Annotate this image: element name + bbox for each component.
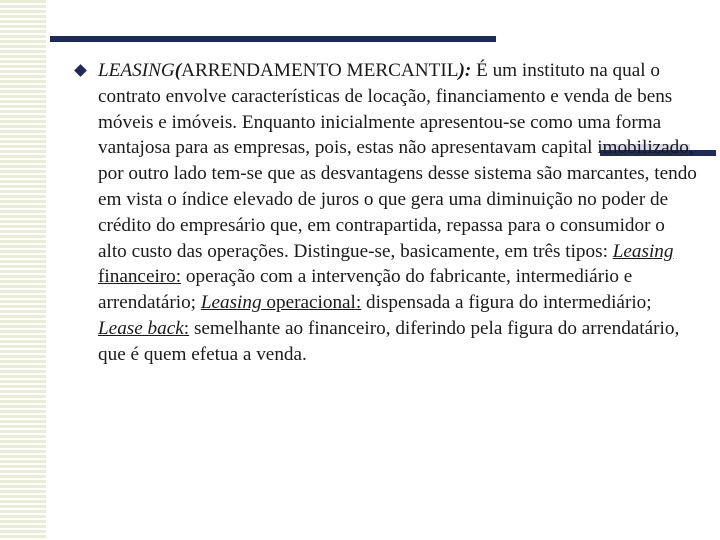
type2-desc: dispensada a figura do intermediário;: [361, 292, 652, 314]
decorative-stripe-overlay: [0, 0, 50, 540]
type3-term: Lease back: [98, 317, 184, 339]
type1-rest: financeiro:: [98, 266, 182, 288]
title-paren-close: ):: [458, 60, 472, 81]
top-accent-rule: [50, 36, 496, 42]
intro-text: É um instituto na qual o contrato envolve características de locação, financiamento e venda de bens móveis e imóveis. Enquanto inicialmente apresentou-se como uma forma vantajosa para as empresas, pois, estas não apresentavam capital imobilizado, por outro lado tem-se que as desvantagens desse sistema são marcantes, tendo em vista o índice elevado de juros o que gera uma diminuição no poder de crédito do empresário que, em contrapartida, repassa para o consumidor o alto custo das operações. Distingue-se, basicamente, em três tipos:: [98, 60, 697, 262]
type3-rest: :: [183, 317, 190, 339]
type2-term: Leasing: [200, 292, 262, 314]
type3-label: [98, 318, 189, 339]
title-label: ARRENDAMENTO MERCANTIL: [181, 60, 459, 81]
diamond-bullet-icon: [74, 64, 87, 77]
type1-desc: operação com a intervenção do fabricante, intermediário e arrendatário;: [98, 266, 633, 314]
title-term: LEASING: [98, 60, 175, 81]
type1-term: Leasing: [612, 240, 674, 262]
type3-desc: semelhante ao financeiro, diferindo pela figura do arrendatário, que é quem efetua a venda.: [98, 317, 680, 365]
title-paren-open: (: [174, 60, 182, 81]
type2-rest: operacional:: [261, 292, 362, 314]
type2-label: [201, 292, 361, 313]
leasing-paragraph: [98, 58, 698, 368]
slide-body: [98, 58, 698, 368]
